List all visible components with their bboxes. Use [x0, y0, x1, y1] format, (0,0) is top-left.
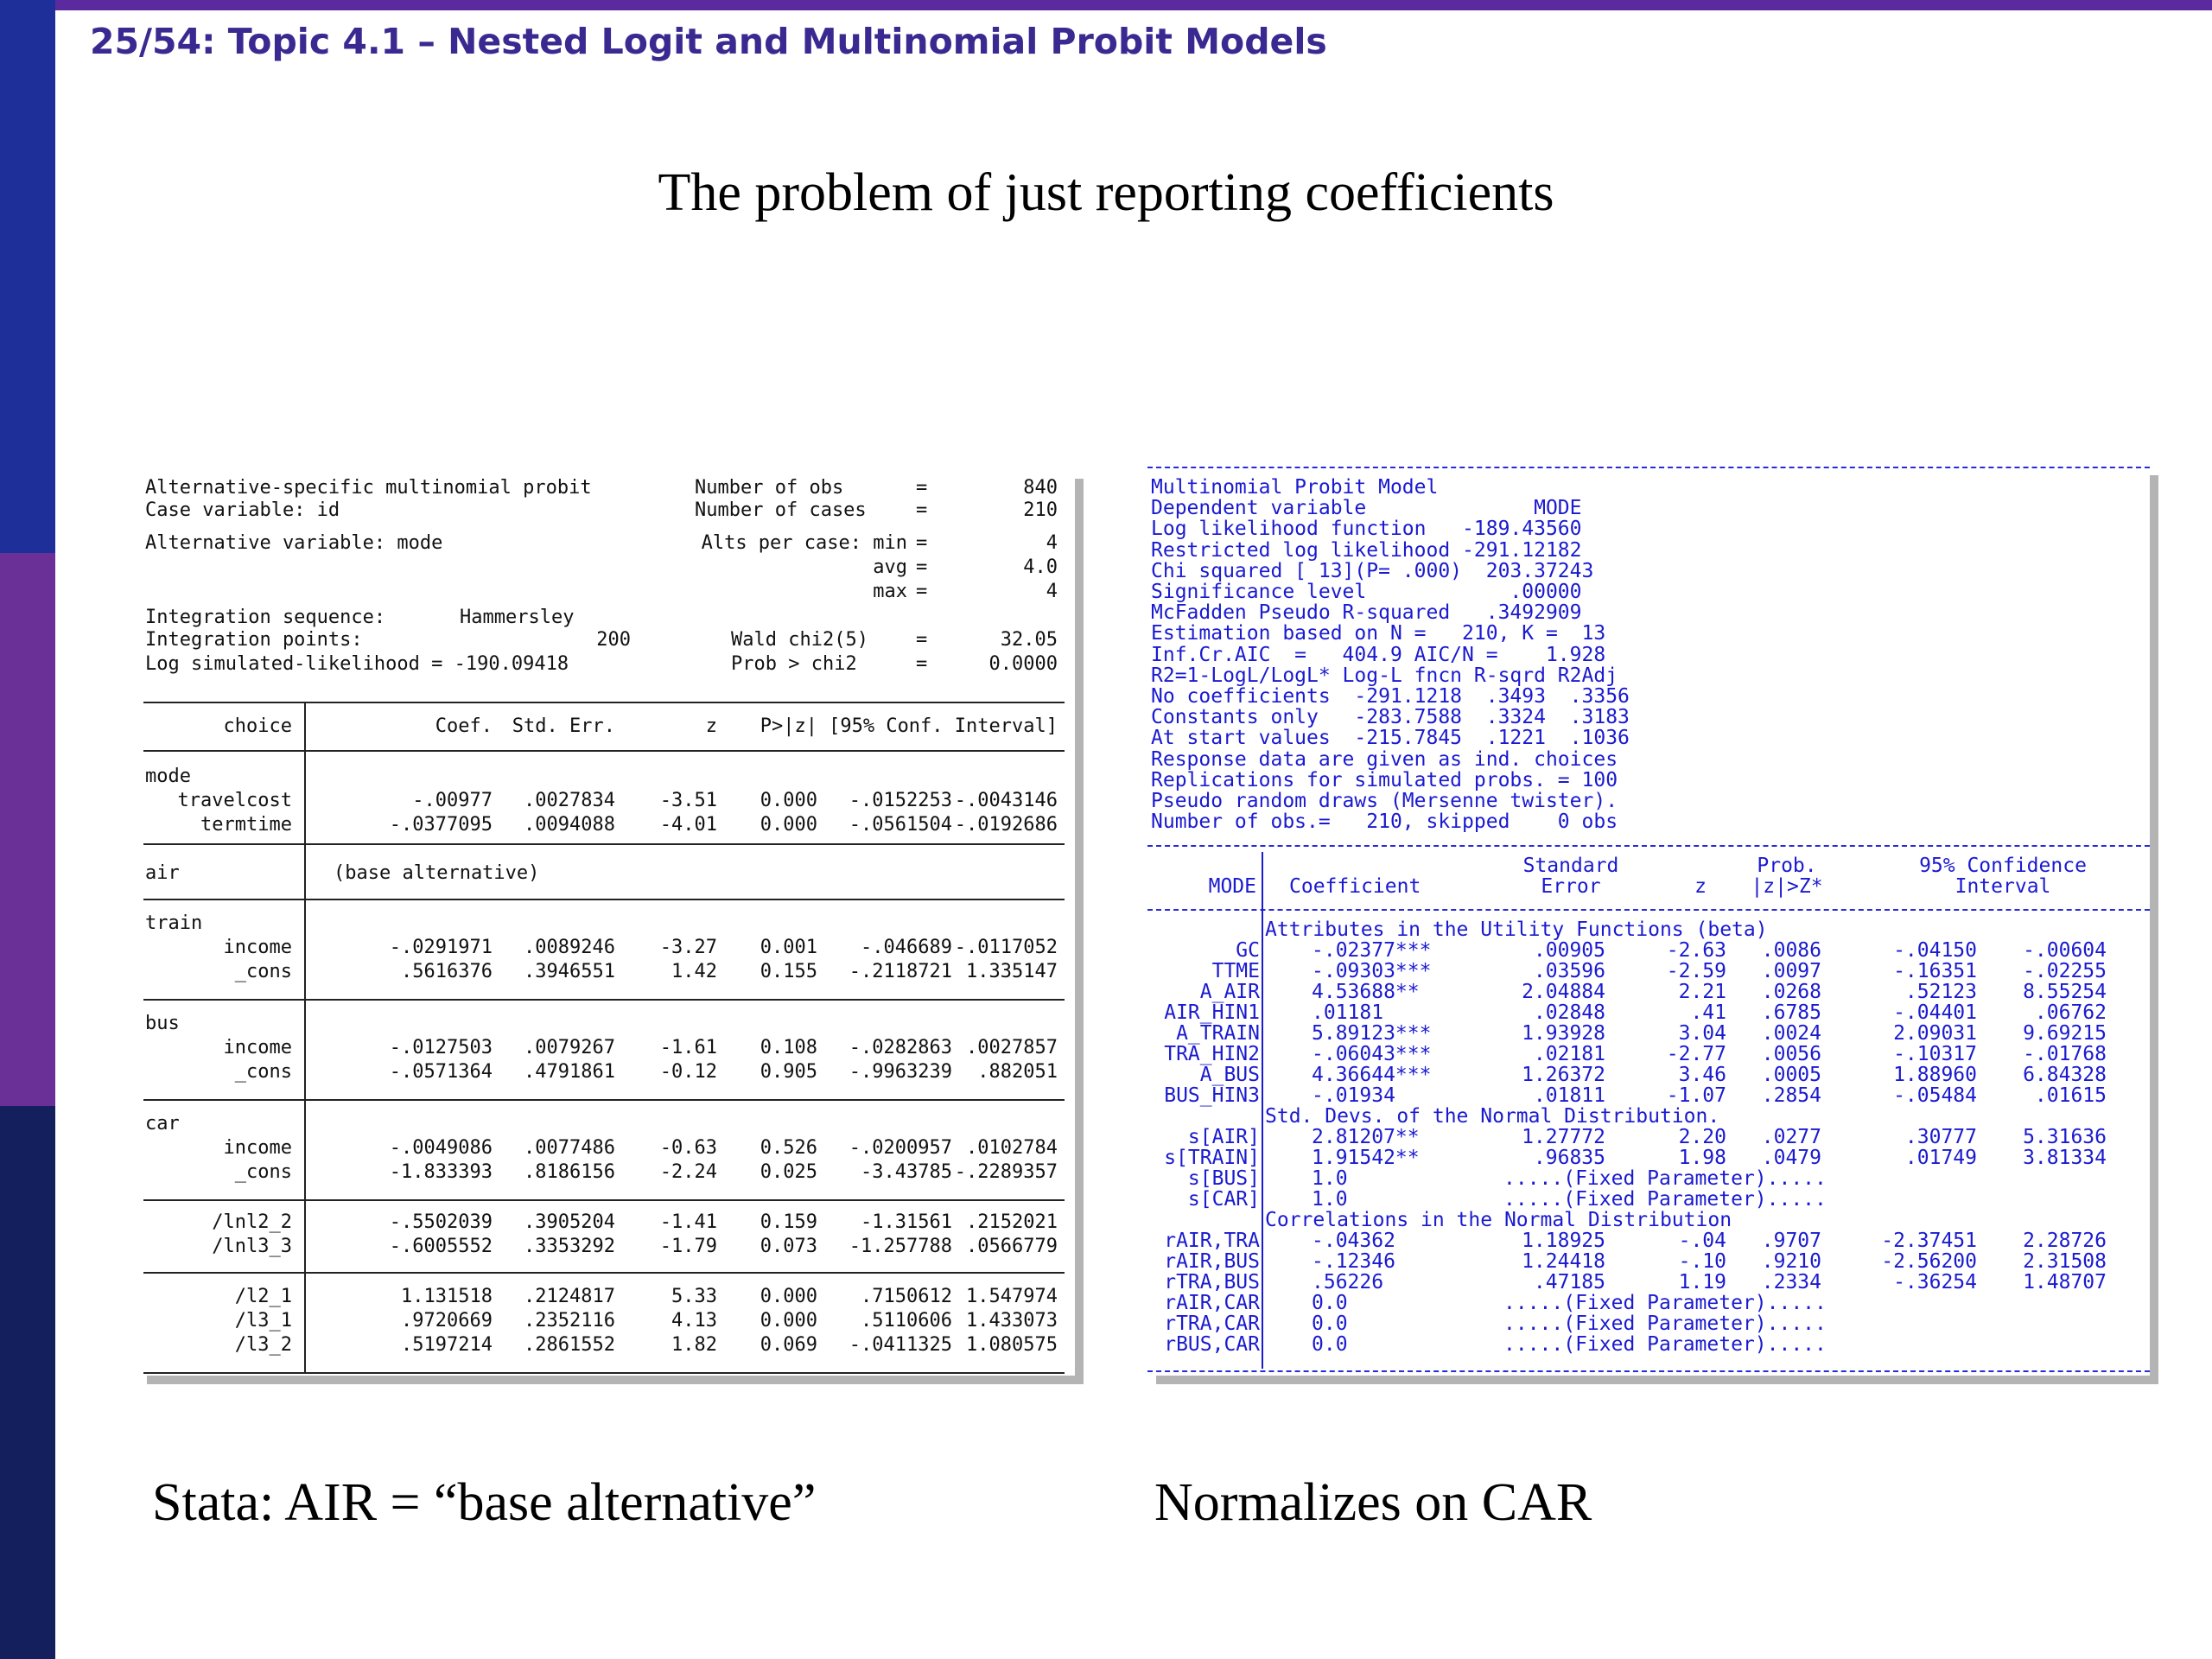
- coef-value: -.0291971: [389, 937, 493, 958]
- stata-alts-max-label: max: [873, 581, 907, 602]
- caption-limdep: Normalizes on CAR: [1154, 1473, 1592, 1532]
- row-label: income: [223, 937, 292, 958]
- limdep-z-value: 1.98: [1678, 1147, 1726, 1169]
- limdep-row-label: rAIR,CAR: [1164, 1292, 1260, 1314]
- limdep-summary-line: R2=1-LogL/LogL* Log-L fncn R-sqrd R2Adj: [1151, 664, 1618, 687]
- limdep-se-value: .96835: [1533, 1147, 1605, 1169]
- limdep-ci-upper: 6.84328: [2023, 1064, 2107, 1086]
- limdep-p-value: .9210: [1761, 1250, 1821, 1273]
- ci-lower-value: -.0411325: [849, 1334, 952, 1356]
- limdep-summary-line: Inf.Cr.AIC = 404.9 AIC/N = 1.928: [1151, 643, 1606, 666]
- stata-integration-sequence-value: Hammersley: [460, 607, 575, 628]
- coef-value: -.0049086: [389, 1137, 493, 1159]
- p-value: 0.155: [760, 961, 817, 982]
- row-label: /l3_2: [234, 1334, 292, 1356]
- ci-upper-value: .2152021: [966, 1211, 1058, 1233]
- stata-output-panel: [138, 470, 1075, 1376]
- stata-alts-min-value: 4: [1046, 532, 1058, 554]
- limdep-se-value: 1.24418: [1522, 1250, 1605, 1273]
- stata-alts-min-label: Alts per case: min: [701, 532, 907, 554]
- stata-alts-avg-value: 4.0: [1023, 556, 1058, 578]
- table-rule: [143, 843, 1065, 845]
- limdep-summary-line: Multinomial Probit Model: [1151, 476, 1439, 499]
- limdep-ci-lower: -2.56200: [1881, 1250, 1977, 1273]
- row-label: /lnl3_3: [212, 1236, 292, 1257]
- limdep-se-value: .02848: [1533, 1001, 1605, 1024]
- coef-value: .5197214: [401, 1334, 493, 1356]
- row-label-separator: [1262, 852, 1263, 1369]
- limdep-se-value: .03596: [1533, 960, 1605, 982]
- sidebar-block-navy: [0, 1106, 55, 1659]
- stata-model-name: Alternative-specific multinomial probit: [145, 477, 592, 499]
- ci-upper-value: -.2289357: [954, 1161, 1058, 1183]
- stata-prob-label: Prob > chi2: [731, 653, 857, 675]
- limdep-ci-lower: .52123: [1904, 981, 1977, 1003]
- coef-value: -.5502039: [389, 1211, 493, 1233]
- limdep-row-label: rTRA,CAR: [1164, 1313, 1260, 1335]
- coef-value: 1.131518: [401, 1286, 493, 1307]
- ci-upper-value: -.0117052: [954, 937, 1058, 958]
- col-header-coef: Coef.: [435, 715, 493, 737]
- limdep-ci-lower: .30777: [1904, 1126, 1977, 1148]
- ci-upper-value: .0102784: [966, 1137, 1058, 1159]
- limdep-coef-value: -.12346: [1312, 1250, 1395, 1273]
- limdep-section-stddev: Std. Devs. of the Normal Distribution.: [1265, 1105, 1720, 1128]
- limdep-head-z: z: [1694, 875, 1707, 898]
- limdep-coef-value: -.04362: [1312, 1230, 1395, 1252]
- p-value: 0.108: [760, 1037, 817, 1058]
- limdep-ci-upper: 3.81334: [2023, 1147, 2107, 1169]
- dashed-rule: [1147, 845, 2150, 847]
- limdep-row-label: GC: [1236, 939, 1260, 962]
- p-value: 0.526: [760, 1137, 817, 1159]
- group-label-bus: bus: [145, 1013, 180, 1034]
- limdep-ci-lower: -.05484: [1893, 1084, 1977, 1107]
- limdep-se-value: 1.27772: [1522, 1126, 1605, 1148]
- limdep-ci-upper: .01615: [2034, 1084, 2107, 1107]
- std-err-value: .0077486: [524, 1137, 615, 1159]
- limdep-section-utility: Attributes in the Utility Functions (beta): [1265, 918, 1768, 941]
- p-value: 0.001: [760, 937, 817, 958]
- z-value: 4.13: [671, 1310, 717, 1332]
- ci-upper-value: .0566779: [966, 1236, 1058, 1257]
- limdep-row-label: A_TRAIN: [1176, 1022, 1260, 1045]
- limdep-z-value: -2.63: [1666, 939, 1726, 962]
- row-label: /l2_1: [234, 1286, 292, 1307]
- limdep-p-value: .2334: [1761, 1271, 1821, 1294]
- limdep-se-value: 1.18925: [1522, 1230, 1605, 1252]
- limdep-p-value: .0086: [1761, 939, 1821, 962]
- limdep-row-label: s[CAR]: [1187, 1188, 1260, 1211]
- limdep-summary-line: Replications for simulated probs. = 100: [1151, 768, 1618, 791]
- coef-value: -.0127503: [389, 1037, 493, 1058]
- coef-value: -.00977: [412, 790, 493, 811]
- limdep-coef-value: 2.81207**: [1312, 1126, 1420, 1148]
- limdep-ci-upper: 2.28726: [2023, 1230, 2107, 1252]
- limdep-fixed-parameter: .....(Fixed Parameter).....: [1503, 1188, 1827, 1211]
- limdep-row-label: s[TRAIN]: [1164, 1147, 1260, 1169]
- table-column-rule: [304, 702, 306, 1374]
- limdep-coef-value: -.02377***: [1312, 939, 1432, 962]
- std-err-value: .2861552: [524, 1334, 615, 1356]
- z-value: -1.79: [659, 1236, 717, 1257]
- limdep-section-correlations: Correlations in the Normal Distribution: [1265, 1209, 1732, 1231]
- equals-sign: =: [916, 499, 928, 521]
- limdep-output-panel: [1147, 467, 2150, 1376]
- limdep-coef-value: 4.36644***: [1312, 1064, 1432, 1086]
- limdep-head-coef: Coefficient: [1289, 875, 1421, 898]
- stata-log-likelihood: Log simulated-likelihood = -190.09418: [145, 653, 569, 675]
- left-sidebar-stripe: [0, 0, 55, 1659]
- limdep-p-value: .2854: [1761, 1084, 1821, 1107]
- row-label: travelcost: [177, 790, 292, 811]
- limdep-se-value: .00905: [1533, 939, 1605, 962]
- col-header-ci: [95% Conf. Interval]: [829, 715, 1058, 737]
- coef-value: -.6005552: [389, 1236, 493, 1257]
- limdep-summary-line: Significance level .00000: [1151, 581, 1582, 603]
- stata-integration-points-label: Integration points:: [145, 629, 363, 651]
- limdep-head-prob: Prob.: [1757, 855, 1817, 877]
- ci-lower-value: -.0200957: [849, 1137, 952, 1159]
- limdep-coef-value: 0.0: [1312, 1313, 1348, 1335]
- limdep-z-value: -2.77: [1666, 1043, 1726, 1065]
- ci-lower-value: -.0152253: [849, 790, 952, 811]
- stata-alts-avg-label: avg: [873, 556, 907, 578]
- ci-lower-value: .7150612: [861, 1286, 952, 1307]
- limdep-ci-upper: 1.48707: [2023, 1271, 2107, 1294]
- table-rule: [143, 1372, 1065, 1374]
- coef-value: -.0377095: [389, 814, 493, 836]
- std-err-value: .3946551: [524, 961, 615, 982]
- limdep-row-label: A_BUS: [1199, 1064, 1260, 1086]
- coef-value: .9720669: [401, 1310, 493, 1332]
- limdep-se-value: .02181: [1533, 1043, 1605, 1065]
- z-value: -4.01: [659, 814, 717, 836]
- p-value: 0.073: [760, 1236, 817, 1257]
- limdep-ci-upper: -.00604: [2023, 939, 2107, 962]
- ci-upper-value: -.0192686: [954, 814, 1058, 836]
- sidebar-block-purple: [0, 553, 55, 1106]
- table-rule: [143, 702, 1065, 703]
- limdep-head-se: Standard: [1522, 855, 1619, 877]
- limdep-p-value: .0056: [1761, 1043, 1821, 1065]
- limdep-ci-upper: 2.31508: [2023, 1250, 2107, 1273]
- equals-sign: =: [916, 477, 928, 499]
- table-rule: [143, 1199, 1065, 1201]
- limdep-z-value: 3.46: [1678, 1064, 1726, 1086]
- std-err-value: .3353292: [524, 1236, 615, 1257]
- limdep-row-label: s[BUS]: [1187, 1167, 1260, 1190]
- limdep-row-label: rTRA,BUS: [1164, 1271, 1260, 1294]
- col-header-se: Std. Err.: [512, 715, 615, 737]
- limdep-summary-line: Response data are given as ind. choices: [1151, 747, 1618, 771]
- limdep-se-value: .01811: [1533, 1084, 1605, 1107]
- stata-prob-value: 0.0000: [988, 653, 1058, 675]
- limdep-row-label: A_AIR: [1199, 981, 1260, 1003]
- ci-upper-value: 1.547974: [966, 1286, 1058, 1307]
- limdep-coef-value: 4.53688**: [1312, 981, 1420, 1003]
- limdep-ci-upper: 5.31636: [2023, 1126, 2107, 1148]
- limdep-p-value: .6785: [1761, 1001, 1821, 1024]
- stata-case-variable: Case variable: id: [145, 499, 340, 521]
- limdep-ci-lower: -.04401: [1893, 1001, 1977, 1024]
- z-value: -0.12: [659, 1061, 717, 1083]
- limdep-coef-value: 1.0: [1312, 1188, 1348, 1211]
- ci-lower-value: -.9963239: [849, 1061, 952, 1083]
- z-value: 5.33: [671, 1286, 717, 1307]
- limdep-z-value: -.10: [1678, 1250, 1726, 1273]
- base-alternative-note: (base alternative): [334, 862, 540, 884]
- slide-header: 25/54: Topic 4.1 – Nested Logit and Multinomial Probit Models: [90, 21, 1327, 62]
- group-label-air: air: [145, 862, 180, 884]
- limdep-head-pz: |z|>Z*: [1751, 875, 1823, 898]
- top-accent-bar: [0, 0, 2212, 10]
- ci-lower-value: -.046689: [861, 937, 952, 958]
- z-value: -1.41: [659, 1211, 717, 1233]
- limdep-coef-value: .01181: [1312, 1001, 1384, 1024]
- p-value: 0.000: [760, 814, 817, 836]
- limdep-summary-line: No coefficients -291.1218 .3493 .3356: [1151, 685, 1630, 708]
- limdep-coef-value: 1.0: [1312, 1167, 1348, 1190]
- row-label: _cons: [234, 1061, 292, 1083]
- std-err-value: .0079267: [524, 1037, 615, 1058]
- group-label-car: car: [145, 1113, 180, 1135]
- limdep-se-value: 1.26372: [1522, 1064, 1605, 1086]
- limdep-ci-lower: -.04150: [1893, 939, 1977, 962]
- limdep-summary-line: Restricted log likelihood -291.12182: [1151, 538, 1582, 562]
- limdep-ci-lower: .01749: [1904, 1147, 1977, 1169]
- p-value: 0.000: [760, 1286, 817, 1307]
- limdep-p-value: .0277: [1761, 1126, 1821, 1148]
- limdep-summary-line: Chi squared [ 13](P= .000) 203.37243: [1151, 559, 1594, 582]
- stata-wald-value: 32.05: [1000, 629, 1058, 651]
- row-label: income: [223, 1037, 292, 1058]
- limdep-row-label: rAIR,TRA: [1164, 1230, 1260, 1252]
- stata-alt-variable: Alternative variable: mode: [145, 532, 443, 554]
- limdep-p-value: .9707: [1761, 1230, 1821, 1252]
- limdep-coef-value: 1.91542**: [1312, 1147, 1420, 1169]
- stata-wald-label: Wald chi2(5): [731, 629, 868, 651]
- limdep-head-interval: Interval: [1955, 875, 2051, 898]
- row-label: _cons: [234, 1161, 292, 1183]
- limdep-fixed-parameter: .....(Fixed Parameter).....: [1503, 1333, 1827, 1356]
- stata-nobs-value: 840: [1023, 477, 1058, 499]
- z-value: 1.42: [671, 961, 717, 982]
- equals-sign: =: [916, 653, 928, 675]
- coef-value: -.0571364: [389, 1061, 493, 1083]
- p-value: 0.905: [760, 1061, 817, 1083]
- limdep-ci-lower: -.16351: [1893, 960, 1977, 982]
- equals-sign: =: [916, 556, 928, 578]
- col-header-choice: choice: [223, 715, 292, 737]
- equals-sign: =: [916, 532, 928, 554]
- limdep-p-value: .0005: [1761, 1064, 1821, 1086]
- limdep-row-label: rBUS,CAR: [1164, 1333, 1260, 1356]
- limdep-summary-line: McFadden Pseudo R-squared .3492909: [1151, 601, 1582, 625]
- limdep-head-ci: 95% Confidence: [1919, 855, 2087, 877]
- row-label: /l3_1: [234, 1310, 292, 1332]
- equals-sign: =: [916, 629, 928, 651]
- dashed-rule: [1147, 467, 2150, 468]
- limdep-p-value: .0024: [1761, 1022, 1821, 1045]
- row-label: termtime: [200, 814, 292, 836]
- limdep-coef-value: -.09303***: [1312, 960, 1432, 982]
- dashed-rule: [1147, 909, 2150, 911]
- coef-value: -1.833393: [389, 1161, 493, 1183]
- limdep-summary-line: Number of obs.= 210, skipped 0 obs: [1151, 810, 1618, 834]
- ci-upper-value: 1.335147: [966, 961, 1058, 982]
- ci-upper-value: .882051: [977, 1061, 1058, 1083]
- group-label-mode: mode: [145, 766, 191, 787]
- limdep-row-label: BUS_HIN3: [1164, 1084, 1260, 1107]
- limdep-coef-value: .56226: [1312, 1271, 1384, 1294]
- p-value: 0.069: [760, 1334, 817, 1356]
- stata-integration-points-value: 200: [596, 629, 631, 651]
- ci-lower-value: -1.31561: [861, 1211, 952, 1233]
- z-value: -3.51: [659, 790, 717, 811]
- coef-value: .5616376: [401, 961, 493, 982]
- table-rule: [143, 750, 1065, 752]
- z-value: -0.63: [659, 1137, 717, 1159]
- stata-alts-max-value: 4: [1046, 581, 1058, 602]
- limdep-z-value: 3.04: [1678, 1022, 1726, 1045]
- ci-lower-value: -.2118721: [849, 961, 952, 982]
- limdep-p-value: .0097: [1761, 960, 1821, 982]
- z-value: 1.82: [671, 1334, 717, 1356]
- p-value: 0.159: [760, 1211, 817, 1233]
- limdep-se-value: 2.04884: [1522, 981, 1605, 1003]
- table-rule: [143, 1099, 1065, 1101]
- std-err-value: .2352116: [524, 1310, 615, 1332]
- limdep-ci-upper: -.01768: [2023, 1043, 2107, 1065]
- limdep-z-value: 2.20: [1678, 1126, 1726, 1148]
- col-header-p: P>|z|: [760, 715, 817, 737]
- limdep-summary-line: Dependent variable MODE: [1151, 497, 1582, 520]
- p-value: 0.000: [760, 790, 817, 811]
- limdep-row-label: TRA_HIN2: [1164, 1043, 1260, 1065]
- z-value: -2.24: [659, 1161, 717, 1183]
- ci-upper-value: 1.080575: [966, 1334, 1058, 1356]
- limdep-ci-upper: 9.69215: [2023, 1022, 2107, 1045]
- limdep-p-value: .0479: [1761, 1147, 1821, 1169]
- stata-integration-sequence-label: Integration sequence:: [145, 607, 386, 628]
- limdep-summary-line: Pseudo random draws (Mersenne twister).: [1151, 790, 1618, 812]
- row-label: income: [223, 1137, 292, 1159]
- p-value: 0.025: [760, 1161, 817, 1183]
- limdep-fixed-parameter: .....(Fixed Parameter).....: [1503, 1292, 1827, 1314]
- table-rule: [143, 999, 1065, 1001]
- ci-lower-value: -.0282863: [849, 1037, 952, 1058]
- row-label: _cons: [234, 961, 292, 982]
- limdep-z-value: -.04: [1678, 1230, 1726, 1252]
- limdep-summary-line: At start values -215.7845 .1221 .1036: [1151, 727, 1630, 750]
- limdep-ci-lower: -.10317: [1893, 1043, 1977, 1065]
- limdep-coef-value: 5.89123***: [1312, 1022, 1432, 1045]
- limdep-z-value: .41: [1690, 1001, 1726, 1024]
- limdep-coef-value: -.06043***: [1312, 1043, 1432, 1065]
- limdep-coef-value: -.01934: [1312, 1084, 1395, 1107]
- std-err-value: .2124817: [524, 1286, 615, 1307]
- std-err-value: .4791861: [524, 1061, 615, 1083]
- ci-upper-value: -.0043146: [954, 790, 1058, 811]
- limdep-fixed-parameter: .....(Fixed Parameter).....: [1503, 1167, 1827, 1190]
- ci-lower-value: .5110606: [861, 1310, 952, 1332]
- col-header-z: z: [705, 715, 717, 737]
- limdep-ci-upper: 8.55254: [2023, 981, 2107, 1003]
- group-label-train: train: [145, 912, 203, 934]
- std-err-value: .3905204: [524, 1211, 615, 1233]
- limdep-ci-lower: 2.09031: [1893, 1022, 1977, 1045]
- std-err-value: .8186156: [524, 1161, 615, 1183]
- limdep-summary-line: Estimation based on N = 210, K = 13: [1151, 622, 1606, 645]
- limdep-z-value: 1.19: [1678, 1271, 1726, 1294]
- ci-lower-value: -3.43785: [861, 1161, 952, 1183]
- limdep-ci-upper: -.02255: [2023, 960, 2107, 982]
- limdep-ci-lower: 1.88960: [1893, 1064, 1977, 1086]
- ci-lower-value: -1.257788: [849, 1236, 952, 1257]
- limdep-ci-upper: .06762: [2034, 1001, 2107, 1024]
- limdep-summary-line: Constants only -283.7588 .3324 .3183: [1151, 706, 1630, 729]
- table-rule: [143, 899, 1065, 900]
- limdep-ci-lower: -2.37451: [1881, 1230, 1977, 1252]
- slide-title: The problem of just reporting coefficients: [658, 163, 1554, 222]
- limdep-row-label: s[AIR]: [1187, 1126, 1260, 1148]
- ci-lower-value: -.0561504: [849, 814, 952, 836]
- std-err-value: .0027834: [524, 790, 615, 811]
- limdep-z-value: 2.21: [1678, 981, 1726, 1003]
- limdep-row-label: TTME: [1211, 960, 1260, 982]
- limdep-se-value: 1.93928: [1522, 1022, 1605, 1045]
- sidebar-block-blue: [0, 0, 55, 553]
- dashed-rule: [1147, 1370, 2150, 1372]
- limdep-se-value: .47185: [1533, 1271, 1605, 1294]
- limdep-z-value: -1.07: [1666, 1084, 1726, 1107]
- p-value: 0.000: [760, 1310, 817, 1332]
- limdep-head-mode: MODE: [1208, 875, 1256, 898]
- stata-ncases-value: 210: [1023, 499, 1058, 521]
- std-err-value: .0094088: [524, 814, 615, 836]
- limdep-coef-value: 0.0: [1312, 1333, 1348, 1356]
- ci-upper-value: .0027857: [966, 1037, 1058, 1058]
- limdep-row-label: AIR_HIN1: [1164, 1001, 1260, 1024]
- limdep-ci-lower: -.36254: [1893, 1271, 1977, 1294]
- caption-stata: Stata: AIR = “base alternative”: [152, 1473, 817, 1532]
- z-value: -3.27: [659, 937, 717, 958]
- std-err-value: .0089246: [524, 937, 615, 958]
- z-value: -1.61: [659, 1037, 717, 1058]
- row-label: /lnl2_2: [212, 1211, 292, 1233]
- limdep-row-label: rAIR,BUS: [1164, 1250, 1260, 1273]
- limdep-summary-line: Log likelihood function -189.43560: [1151, 518, 1582, 541]
- stata-nobs-label: Number of obs: [695, 477, 844, 499]
- limdep-z-value: -2.59: [1666, 960, 1726, 982]
- limdep-coef-value: 0.0: [1312, 1292, 1348, 1314]
- limdep-fixed-parameter: .....(Fixed Parameter).....: [1503, 1313, 1827, 1335]
- equals-sign: =: [916, 581, 928, 602]
- limdep-head-error: Error: [1541, 875, 1601, 898]
- ci-upper-value: 1.433073: [966, 1310, 1058, 1332]
- stata-ncases-label: Number of cases: [695, 499, 867, 521]
- table-rule: [143, 1272, 1065, 1274]
- limdep-p-value: .0268: [1761, 981, 1821, 1003]
